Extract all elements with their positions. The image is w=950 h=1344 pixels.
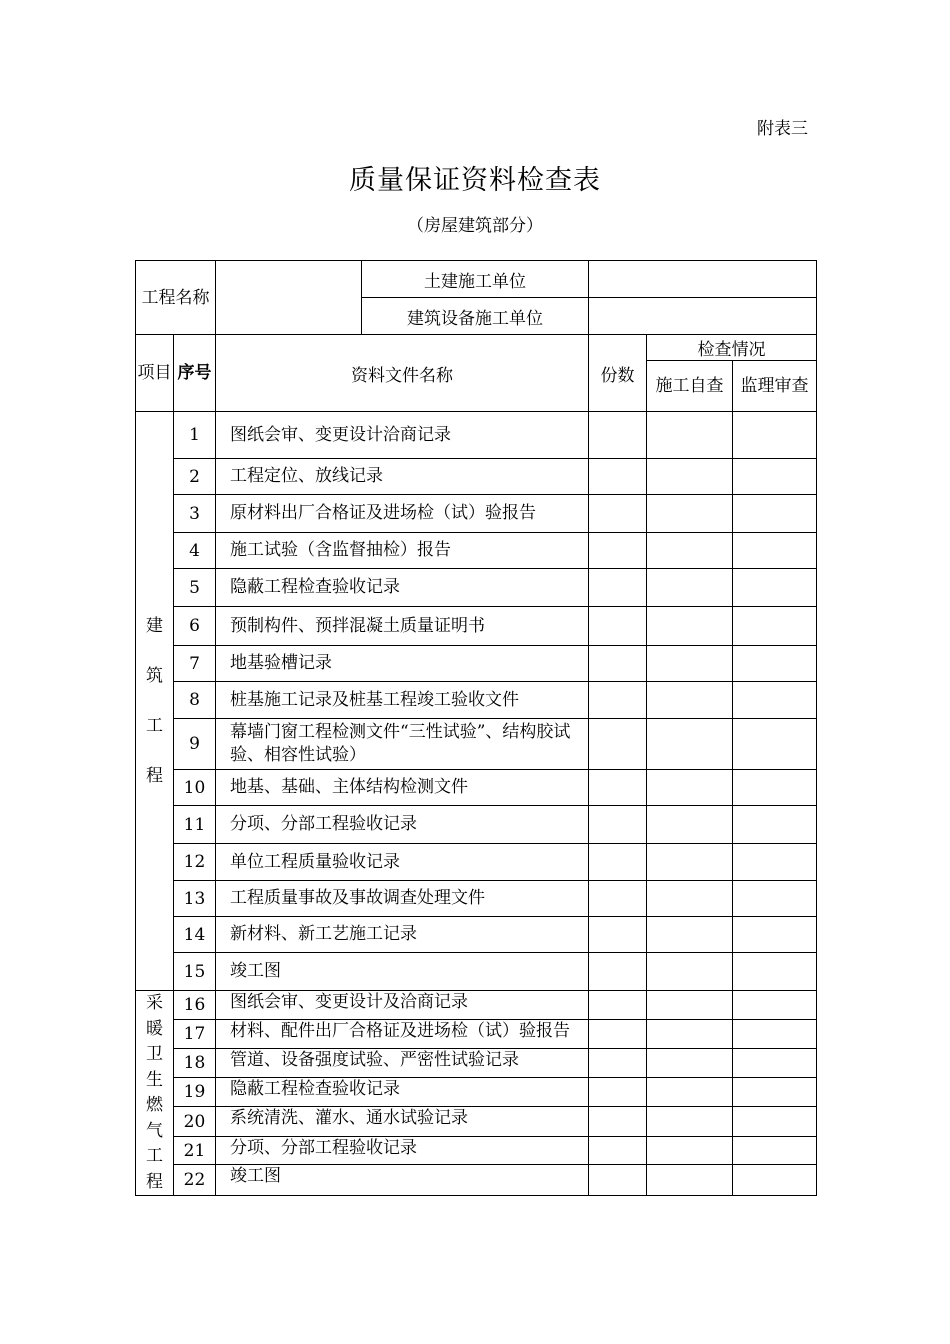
document-name: 分项、分部工程验收记录 <box>216 806 589 844</box>
self-check-cell[interactable] <box>647 1019 733 1049</box>
copies-cell[interactable] <box>589 495 647 533</box>
row-seq-number: 18 <box>174 1049 216 1078</box>
equipment-unit-label: 建筑设备施工单位 <box>362 298 589 335</box>
supervisor-check-cell[interactable] <box>733 844 817 881</box>
supervisor-check-cell[interactable] <box>733 806 817 844</box>
self-check-cell[interactable] <box>647 991 733 1020</box>
document-name: 竣工图 <box>216 953 589 991</box>
supervisor-check-cell[interactable] <box>733 1136 817 1165</box>
row-seq-number: 7 <box>174 646 216 682</box>
table-row <box>136 1049 817 1078</box>
civil-unit-label: 土建施工单位 <box>362 261 589 298</box>
table-row <box>136 569 817 607</box>
document-name: 预制构件、预拌混凝土质量证明书 <box>216 607 589 646</box>
civil-unit-value[interactable] <box>589 261 817 298</box>
page-subtitle: （房屋建筑部分） <box>407 216 543 236</box>
supervisor-check-cell[interactable] <box>733 953 817 991</box>
supervisor-check-cell[interactable] <box>733 533 817 569</box>
row-seq-number: 11 <box>174 806 216 844</box>
self-check-cell[interactable] <box>647 569 733 607</box>
copies-cell[interactable] <box>589 881 647 917</box>
self-check-cell[interactable] <box>647 1165 733 1196</box>
document-name: 单位工程质量验收记录 <box>216 844 589 881</box>
document-name: 地基、基础、主体结构检测文件 <box>216 770 589 806</box>
row-seq-number: 19 <box>174 1077 216 1107</box>
self-check-cell[interactable] <box>647 682 733 719</box>
doc-name-header: 资料文件名称 <box>216 335 589 412</box>
table-row <box>136 412 817 459</box>
row-seq-number: 21 <box>174 1136 216 1165</box>
table-row <box>136 1136 817 1165</box>
quality-check-table <box>135 260 817 1196</box>
copies-cell[interactable] <box>589 459 647 495</box>
supervisor-check-cell[interactable] <box>733 917 817 953</box>
copies-cell[interactable] <box>589 719 647 770</box>
self-check-cell[interactable] <box>647 412 733 459</box>
document-name: 材料、配件出厂合格证及进场检（试）验报告 <box>216 1019 589 1049</box>
table-row <box>136 459 817 495</box>
supervisor-check-cell[interactable] <box>733 991 817 1020</box>
self-check-cell[interactable] <box>647 607 733 646</box>
table-row <box>136 991 817 1020</box>
project-category-cell: 建 筑 工 程 <box>136 412 174 991</box>
document-name: 桩基施工记录及桩基工程竣工验收文件 <box>216 682 589 719</box>
row-seq-number: 8 <box>174 682 216 719</box>
table-row <box>136 1107 817 1137</box>
self-check-header: 施工自查 <box>647 361 733 412</box>
supervisor-check-cell[interactable] <box>733 607 817 646</box>
copies-header: 份数 <box>589 335 647 412</box>
self-check-cell[interactable] <box>647 495 733 533</box>
self-check-cell[interactable] <box>647 533 733 569</box>
row-seq-number: 4 <box>174 533 216 569</box>
supervisor-check-cell[interactable] <box>733 682 817 719</box>
supervisor-check-cell[interactable] <box>733 1049 817 1078</box>
self-check-cell[interactable] <box>647 917 733 953</box>
copies-cell[interactable] <box>589 1077 647 1107</box>
table-row <box>136 806 817 844</box>
self-check-cell[interactable] <box>647 646 733 682</box>
self-check-cell[interactable] <box>647 806 733 844</box>
supervisor-check-cell[interactable] <box>733 569 817 607</box>
self-check-cell[interactable] <box>647 881 733 917</box>
table-row <box>136 953 817 991</box>
document-name: 图纸会审、变更设计及洽商记录 <box>216 991 589 1020</box>
document-name: 幕墙门窗工程检测文件“三性试验”、结构胶试验、相容性试验） <box>216 719 589 770</box>
copies-cell[interactable] <box>589 1019 647 1049</box>
table-row <box>136 1165 817 1196</box>
row-seq-number: 9 <box>174 719 216 770</box>
table-row <box>136 495 817 533</box>
row-seq-number: 22 <box>174 1165 216 1196</box>
self-check-cell[interactable] <box>647 459 733 495</box>
self-check-cell[interactable] <box>647 953 733 991</box>
copies-cell[interactable] <box>589 1107 647 1137</box>
table-row <box>136 533 817 569</box>
copies-cell[interactable] <box>589 953 647 991</box>
copies-cell[interactable] <box>589 806 647 844</box>
table-row <box>136 682 817 719</box>
copies-cell[interactable] <box>589 770 647 806</box>
row-seq-number: 14 <box>174 917 216 953</box>
table-row <box>136 646 817 682</box>
document-name: 原材料出厂合格证及进场检（试）验报告 <box>216 495 589 533</box>
self-check-cell[interactable] <box>647 719 733 770</box>
copies-cell[interactable] <box>589 1049 647 1078</box>
document-name: 工程质量事故及事故调查处理文件 <box>216 881 589 917</box>
row-seq-number: 12 <box>174 844 216 881</box>
row-seq-number: 1 <box>174 412 216 459</box>
row-seq-number: 3 <box>174 495 216 533</box>
equipment-unit-value[interactable] <box>589 298 817 335</box>
row-seq-number: 20 <box>174 1107 216 1137</box>
document-name: 系统清洗、灌水、通水试验记录 <box>216 1107 589 1137</box>
document-name: 管道、设备强度试验、严密性试验记录 <box>216 1049 589 1078</box>
copies-cell[interactable] <box>589 412 647 459</box>
copies-cell[interactable] <box>589 646 647 682</box>
document-name: 分项、分部工程验收记录 <box>216 1136 589 1165</box>
supervisor-check-cell[interactable] <box>733 495 817 533</box>
table-row <box>136 607 817 646</box>
document-name: 工程定位、放线记录 <box>216 459 589 495</box>
self-check-cell[interactable] <box>647 844 733 881</box>
table-row <box>136 1019 817 1049</box>
supervisor-check-cell[interactable] <box>733 1077 817 1107</box>
table-row <box>136 719 817 770</box>
self-check-cell[interactable] <box>647 1107 733 1137</box>
row-seq-number: 17 <box>174 1019 216 1049</box>
copies-cell[interactable] <box>589 569 647 607</box>
document-name: 隐蔽工程检查验收记录 <box>216 569 589 607</box>
copies-cell[interactable] <box>589 844 647 881</box>
page-title: 质量保证资料检查表 <box>349 165 601 196</box>
supervisor-check-cell[interactable] <box>733 412 817 459</box>
document-name: 竣工图 <box>216 1165 589 1196</box>
supervisor-check-cell[interactable] <box>733 770 817 806</box>
self-check-cell[interactable] <box>647 1049 733 1078</box>
copies-cell[interactable] <box>589 1136 647 1165</box>
document-name: 地基验槽记录 <box>216 646 589 682</box>
copies-cell[interactable] <box>589 1165 647 1196</box>
copies-cell[interactable] <box>589 533 647 569</box>
row-seq-number: 6 <box>174 607 216 646</box>
supervisor-check-cell[interactable] <box>733 881 817 917</box>
project-category-cell: 采 暖 卫 生 燃 气 工 程 <box>136 991 174 1196</box>
supervisor-check-cell[interactable] <box>733 719 817 770</box>
copies-cell[interactable] <box>589 917 647 953</box>
document-name: 新材料、新工艺施工记录 <box>216 917 589 953</box>
document-name: 隐蔽工程检查验收记录 <box>216 1077 589 1107</box>
row-seq-number: 5 <box>174 569 216 607</box>
copies-cell[interactable] <box>589 991 647 1020</box>
table-row <box>136 1077 817 1107</box>
check-status-header: 检查情况 <box>647 335 817 361</box>
item-header: 项目 <box>136 335 174 412</box>
row-seq-number: 2 <box>174 459 216 495</box>
self-check-cell[interactable] <box>647 770 733 806</box>
row-seq-number: 10 <box>174 770 216 806</box>
self-check-cell[interactable] <box>647 1077 733 1107</box>
document-name: 图纸会审、变更设计洽商记录 <box>216 412 589 459</box>
supervisor-check-cell[interactable] <box>733 1019 817 1049</box>
table-row <box>136 770 817 806</box>
project-name-label: 工程名称 <box>136 261 216 335</box>
copies-cell[interactable] <box>589 607 647 646</box>
row-seq-number: 16 <box>174 991 216 1020</box>
supervisor-check-cell[interactable] <box>733 459 817 495</box>
row-seq-number: 13 <box>174 881 216 917</box>
table-row <box>136 881 817 917</box>
row-seq-number: 15 <box>174 953 216 991</box>
self-check-cell[interactable] <box>647 1136 733 1165</box>
supervisor-check-header: 监理审查 <box>733 361 817 412</box>
supervisor-check-cell[interactable] <box>733 1107 817 1137</box>
copies-cell[interactable] <box>589 682 647 719</box>
appendix-label: 附表三 <box>757 119 808 139</box>
supervisor-check-cell[interactable] <box>733 1165 817 1196</box>
project-name-value[interactable] <box>216 261 362 335</box>
seq-header: 序号 <box>174 335 216 412</box>
table-row <box>136 917 817 953</box>
supervisor-check-cell[interactable] <box>733 646 817 682</box>
document-name: 施工试验（含监督抽检）报告 <box>216 533 589 569</box>
table-row <box>136 844 817 881</box>
